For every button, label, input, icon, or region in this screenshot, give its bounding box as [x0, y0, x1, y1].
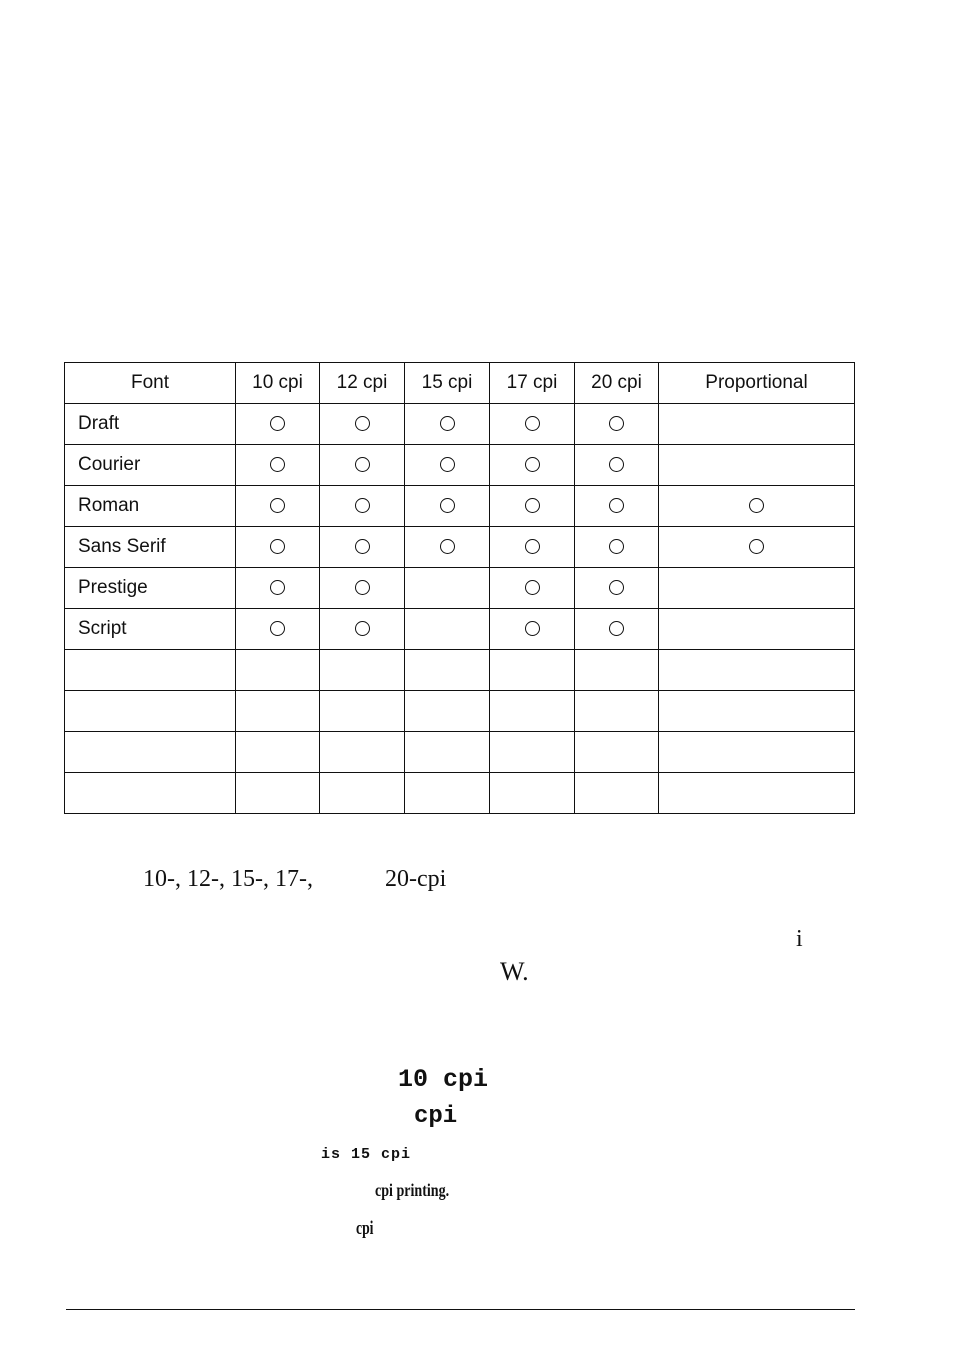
table-row [65, 445, 855, 486]
circle-mark-icon [270, 621, 285, 636]
pitch-cell [320, 650, 405, 691]
pitch-cell [320, 732, 405, 773]
pitch-cell [659, 773, 855, 814]
circle-mark-icon [270, 580, 285, 595]
pitch-cell [405, 773, 490, 814]
column-header-3: 15 cpi [405, 363, 490, 404]
circle-mark-icon [525, 457, 540, 472]
pitch-cell [575, 486, 659, 527]
pitch-cell [320, 609, 405, 650]
circle-mark-icon [355, 457, 370, 472]
font-name-cell [65, 650, 236, 691]
pitch-cell [236, 568, 320, 609]
sample-cpi-printing-text: cpi printing. [375, 1180, 450, 1200]
pitch-cell [659, 445, 855, 486]
pitch-cell [659, 568, 855, 609]
letter-i-text: i [796, 926, 803, 952]
pitch-cell [490, 486, 575, 527]
circle-mark-icon [355, 416, 370, 431]
circle-mark-icon [525, 621, 540, 636]
pitch-cell [490, 773, 575, 814]
pitch-cell [320, 445, 405, 486]
column-header-0: Font [65, 363, 236, 404]
pitch-cell [405, 527, 490, 568]
pitch-cell [236, 732, 320, 773]
circle-mark-icon [609, 621, 624, 636]
circle-mark-icon [609, 457, 624, 472]
pitch-cell [490, 609, 575, 650]
pitch-cell [320, 527, 405, 568]
font-name-cell [65, 773, 236, 814]
sample-cpi-text: cpi [414, 1103, 458, 1130]
pitch-cell [405, 445, 490, 486]
pitch-cell [405, 609, 490, 650]
pitch-cell [575, 404, 659, 445]
table-row [65, 609, 855, 650]
sample-cpi-last-text: cpi [356, 1218, 374, 1239]
font-name-cell [65, 732, 236, 773]
circle-mark-icon [270, 416, 285, 431]
pitch-cell [575, 691, 659, 732]
pitch-cell [490, 732, 575, 773]
column-header-1: 10 cpi [236, 363, 320, 404]
table-row [65, 527, 855, 568]
pitch-cell [575, 609, 659, 650]
circle-mark-icon [609, 498, 624, 513]
letter-w-text: W. [500, 957, 529, 986]
pitch-cell [236, 404, 320, 445]
pitch-cell [320, 404, 405, 445]
font-name-cell: Roman [65, 486, 236, 527]
pitch-cell [405, 691, 490, 732]
pitch-cell [320, 486, 405, 527]
table-row [65, 650, 855, 691]
footer-rule [66, 1309, 855, 1310]
pitch-cell [236, 609, 320, 650]
column-header-6: Proportional [659, 363, 855, 404]
circle-mark-icon [270, 498, 285, 513]
pitch-cell [659, 609, 855, 650]
font-name-cell: Courier [65, 445, 236, 486]
pitch-cell [659, 486, 855, 527]
circle-mark-icon [440, 539, 455, 554]
sample-15cpi-text: is 15 cpi [321, 1146, 412, 1163]
font-name-cell: Script [65, 609, 236, 650]
pitch-cell [490, 445, 575, 486]
circle-mark-icon [749, 498, 764, 513]
column-header-2: 12 cpi [320, 363, 405, 404]
pitch-cell [236, 527, 320, 568]
circle-mark-icon [525, 498, 540, 513]
table-header-row [65, 363, 855, 404]
table-row [65, 732, 855, 773]
pitch-cell [236, 650, 320, 691]
table-row [65, 773, 855, 814]
circle-mark-icon [609, 416, 624, 431]
table-body [65, 404, 855, 814]
circle-mark-icon [355, 498, 370, 513]
column-header-5: 20 cpi [575, 363, 659, 404]
pitch-cell [490, 650, 575, 691]
table-row [65, 691, 855, 732]
pitch-cell [405, 568, 490, 609]
pitch-cell [575, 568, 659, 609]
pitch-cell [659, 732, 855, 773]
circle-mark-icon [270, 539, 285, 554]
circle-mark-icon [609, 580, 624, 595]
circle-mark-icon [525, 416, 540, 431]
pitch-cell [405, 486, 490, 527]
circle-mark-icon [355, 580, 370, 595]
circle-mark-icon [270, 457, 285, 472]
pitch-cell [575, 732, 659, 773]
pitch-cell [405, 650, 490, 691]
pitch-list-text: 10-, 12-, 15-, 17-, [143, 866, 313, 892]
pitch-cell [659, 404, 855, 445]
pitch-cell [575, 445, 659, 486]
font-name-cell: Draft [65, 404, 236, 445]
pitch-cell [490, 404, 575, 445]
pitch-20-text: 20-cpi [385, 866, 447, 892]
pitch-cell [575, 773, 659, 814]
pitch-cell [320, 691, 405, 732]
circle-mark-icon [609, 539, 624, 554]
pitch-cell [236, 691, 320, 732]
pitch-cell [659, 691, 855, 732]
pitch-cell [236, 445, 320, 486]
circle-mark-icon [440, 416, 455, 431]
circle-mark-icon [440, 498, 455, 513]
pitch-cell [490, 691, 575, 732]
pitch-cell [320, 773, 405, 814]
sample-10cpi-text: 10 cpi [398, 1065, 489, 1094]
table-row [65, 486, 855, 527]
pitch-cell [659, 650, 855, 691]
table-row [65, 568, 855, 609]
pitch-cell [575, 527, 659, 568]
font-name-cell [65, 691, 236, 732]
circle-mark-icon [355, 539, 370, 554]
pitch-cell [320, 568, 405, 609]
font-name-cell: Sans Serif [65, 527, 236, 568]
circle-mark-icon [749, 539, 764, 554]
pitch-cell [659, 527, 855, 568]
circle-mark-icon [440, 457, 455, 472]
pitch-cell [236, 773, 320, 814]
circle-mark-icon [525, 539, 540, 554]
pitch-cell [405, 732, 490, 773]
pitch-cell [490, 527, 575, 568]
pitch-cell [236, 486, 320, 527]
circle-mark-icon [525, 580, 540, 595]
table-row [65, 404, 855, 445]
pitch-cell [575, 650, 659, 691]
font-pitch-table [64, 362, 855, 814]
circle-mark-icon [355, 621, 370, 636]
font-name-cell: Prestige [65, 568, 236, 609]
column-header-4: 17 cpi [490, 363, 575, 404]
pitch-cell [490, 568, 575, 609]
pitch-cell [405, 404, 490, 445]
